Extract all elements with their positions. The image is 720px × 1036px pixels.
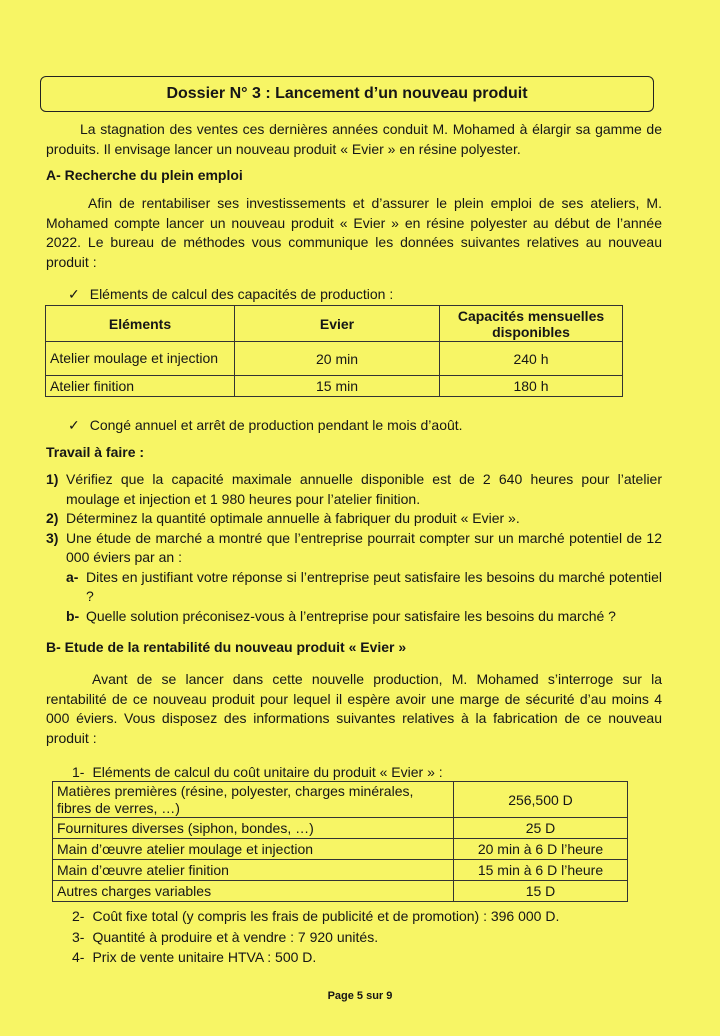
question-text: Une étude de marché a montré que l’entreprise pourrait compter sur un marché potentiel de 12 000 éviers par an : [66,529,662,565]
check-item-holiday [68,417,463,434]
table-cell: 20 min à 6 D l’heure [454,839,628,860]
item-number: 3- [72,928,85,945]
table-header-row [46,306,623,342]
item-text: Coût fixe total (y compris les frais de publicité et de promotion) : 396 000 D. [92,908,560,924]
table-row [53,782,628,818]
table-cell: 20 min [235,342,440,376]
items-2-4 [72,906,559,968]
question-1 [46,470,662,509]
table-cell: Atelier moulage et injection [46,342,235,376]
table-cell: 240 h [440,342,623,376]
item-text: Quantité à produire et à vendre : 7 920 unités. [92,928,379,945]
checkmark-icon: ✓ [68,417,80,433]
page-number: Page 5 sur 9 [327,990,393,1002]
header-cell: Evier [235,306,440,342]
table-row [53,818,628,839]
question-3b [46,607,662,627]
item-number: 1- [72,764,85,780]
item-2 [72,906,559,927]
question-3 [46,529,662,568]
table-cell: 15 min [235,376,440,397]
table-row [53,839,628,860]
question-text: Vérifiez que la capacité maximale annuelle disponible est de 2 640 heures pour l’atelier moulage et injection et 1 980 heures pour l’atelier finition. [66,471,662,507]
table-cell: Main d’œuvre atelier finition [53,860,454,881]
question-list [46,470,662,626]
item-text: Prix de vente unitaire HTVA : 500 D. [92,949,317,965]
header-cell: Capacités mensuelles disponibles [440,306,623,342]
table-cell: 256,500 D [454,782,628,818]
checkmark-icon: ✓ [68,286,80,302]
question-number: b- [66,607,80,624]
cost-table [52,781,628,902]
section-b-heading: B- Etude de la rentabilité du nouveau produit « Evier » [46,639,407,655]
intro-paragraph: La stagnation des ventes ces dernières années conduit M. Mohamed à élargir sa gamme de produits. Il envisage lancer un nouveau produit « Evier » en résine polyester. [46,121,662,157]
table-cell: Fournitures diverses (siphon, bondes, …) [53,818,454,839]
table-row [53,881,628,902]
item-4 [72,947,559,968]
item-number: 4- [72,949,85,965]
table-cell: Matières premières (résine, polyester, charges minérales, fibres de verres, …) [53,782,454,818]
question-number: a- [66,568,79,585]
table-cell: 15 min à 6 D l’heure [454,860,628,881]
item-number: 2- [72,908,85,924]
table-row [53,860,628,881]
question-2 [46,509,662,529]
question-3a [46,568,662,607]
item-3 [72,927,559,948]
section-a-heading: A- Recherche du plein emploi [46,167,243,183]
table-cell: 180 h [440,376,623,397]
question-number: 1) [46,471,59,487]
question-number: 2) [46,510,59,526]
header-cell: Eléments [46,306,235,342]
check-text: Congé annuel et arrêt de production pendant le mois d’août. [89,417,463,433]
section-b-paragraph: Avant de se lancer dans cette nouvelle production, M. Mohamed s’interroge sur la rentabilité de ce nouveau produit pour lequel il espère avoir une marge de sécurité d’au moins 4 000 éviers. Vous disposez des informations suivantes relatives à la fabrication de ce nouveau produit : [46,671,662,746]
table-cell: Main d’œuvre atelier moulage et injection [53,839,454,860]
dossier-title: Dossier N° 3 : Lancement d’un nouveau produit [40,76,654,112]
question-text: Dites en justifiant votre réponse si l’entreprise peut satisfaire les besoins du marché potentiel ? [86,568,662,604]
item-1 [72,764,443,780]
item-text: Eléments de calcul du coût unitaire du produit « Evier » : [92,764,443,780]
question-text: Quelle solution préconisez-vous à l’entreprise pour satisfaire les besoins du marché ? [86,607,616,624]
question-number: 3) [46,529,59,546]
table-cell: Autres charges variables [53,881,454,902]
table-cell: Atelier finition [46,376,235,397]
table-cell: 15 D [454,881,628,902]
capacity-table [45,305,623,397]
table-row [46,376,623,397]
work-heading: Travail à faire : [46,444,145,460]
table-row [46,342,623,376]
section-a-paragraph: Afin de rentabiliser ses investissements et d’assurer le plein emploi de ses ateliers, M. Mohamed compte lancer un nouveau produit « Evier » en résine polyester au début de l’année 2022. Le bureau de méthodes vous communique les données suivantes relatives au nouveau produit : [46,195,662,270]
question-text: Déterminez la quantité optimale annuelle à fabriquer du produit « Evier ». [66,510,520,526]
table-cell: 25 D [454,818,628,839]
check-item-capacities [68,286,393,303]
check-text: Eléments de calcul des capacités de production : [89,286,394,302]
